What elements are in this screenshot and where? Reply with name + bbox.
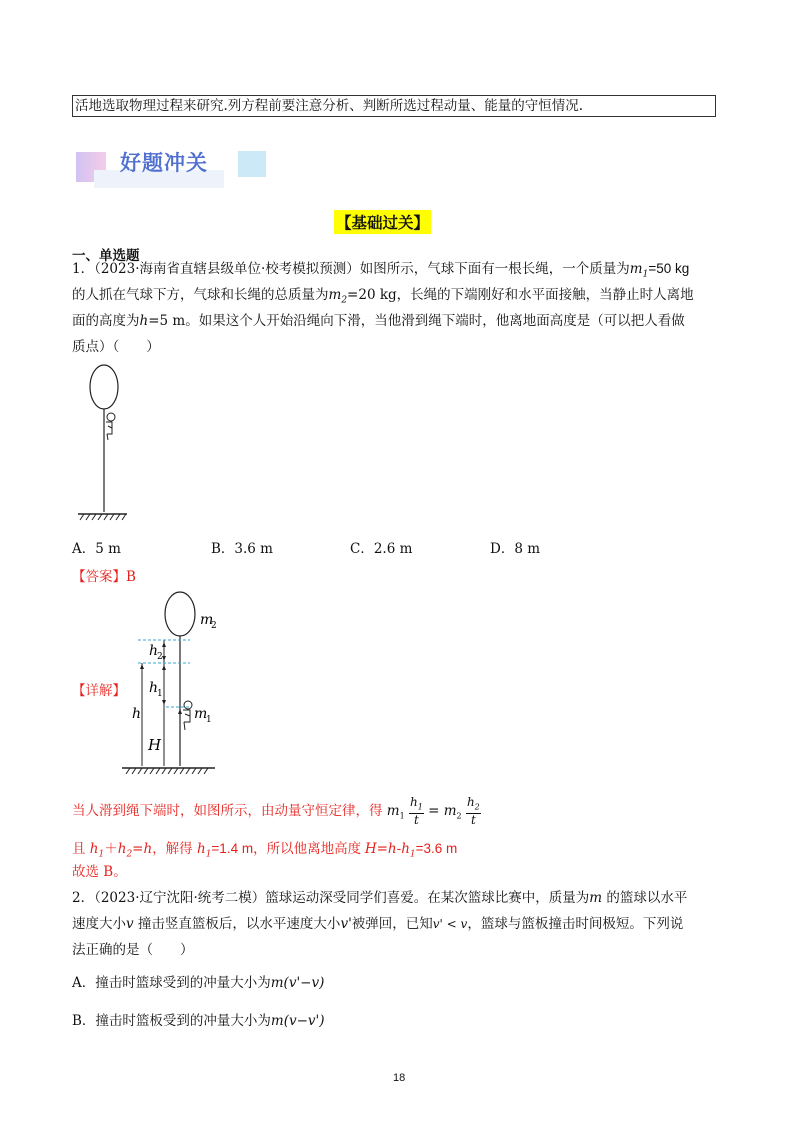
- top-note-box: 活地选取物理过程来研究.列方程前要注意分析、判断所选过程动量、能量的守恒情况.: [72, 95, 716, 117]
- label-H: H: [148, 736, 162, 754]
- label-m1-sub: 1: [206, 715, 212, 725]
- q2-option-a[interactable]: A．撞击时篮球受到的冲量大小为m(v'−v): [72, 975, 325, 991]
- q1-line4: 质点）（ ）: [72, 339, 160, 355]
- q1-option-b[interactable]: B．3.6 m: [211, 541, 273, 557]
- label-h2-sub: 2: [157, 652, 163, 662]
- label-h1: h: [149, 680, 159, 696]
- label-h1-sub: 1: [157, 689, 163, 699]
- page-number: 18: [393, 1072, 406, 1084]
- q1-explanation-2: 且 $h_1+h_2=h$，解得 $h_1=1.4$ m，所以他离地高度 $H=h-h_1=3.6$ m: [72, 841, 458, 860]
- q1-line3: 面的高度为h=5 m。如果这个人开始沿绳向下滑，当他滑到绳下端时，他离地面高度是（可以把人看做: [72, 313, 685, 329]
- section-title: 【基础过关】: [334, 210, 431, 234]
- q1-line2: 的人抓在气球下方，气球和长绳的总质量为$m_2=20$ kg，长绳的下端刚好和水平面接触，当静止时人离地: [72, 287, 694, 306]
- q2-line3: 法正确的是（ ）: [72, 942, 194, 958]
- q1-answer: 【答案】B: [72, 569, 136, 585]
- heading-single-choice: 一、单选题: [72, 248, 140, 264]
- q1-option-a[interactable]: A．5 m: [72, 541, 121, 557]
- q1-explanation-1: 当人滑到绳下端时，如图所示，由动量守恒定律，得 $m_1$ $\frac{h_1}{t}$ = $m_2$ $\frac{h_2}{t}$: [72, 795, 480, 828]
- q1-explanation-3: 故选 B。: [72, 864, 127, 880]
- label-m2: m: [200, 612, 214, 628]
- q2-line1: 2．（2023·辽宁沈阳·统考二模）篮球运动深受同学们喜爱。在某次篮球比赛中，质量为m 的篮球以水平: [72, 890, 688, 906]
- q1-option-c[interactable]: C．2.6 m: [350, 541, 413, 557]
- q2-option-b[interactable]: B．撞击时篮板受到的冲量大小为m(v−v'): [72, 1013, 325, 1029]
- q1-detail-label: 【详解】: [72, 683, 126, 699]
- label-m2-sub: 2: [211, 621, 217, 631]
- banner-title: 好题冲关: [120, 151, 208, 175]
- label-h: h: [132, 706, 142, 722]
- label-h2: h: [149, 643, 159, 659]
- label-m1: m: [194, 706, 208, 722]
- q1-line1: 1．（2023·海南省直辖县级单位·校考模拟预测）如图所示，气球下面有一根长绳，一个质量为$m_1=50$ kg: [72, 261, 690, 280]
- q1-figure-balloon: [72, 362, 132, 528]
- q2-line2: 速度大小v 撞击竖直篮板后，以水平速度大小v'被弹回，已知v' < v，篮球与篮板撞击时间极短。下列说: [72, 916, 684, 932]
- q1-figure-solution: [120, 590, 230, 774]
- q1-option-d[interactable]: D．8 m: [490, 541, 541, 557]
